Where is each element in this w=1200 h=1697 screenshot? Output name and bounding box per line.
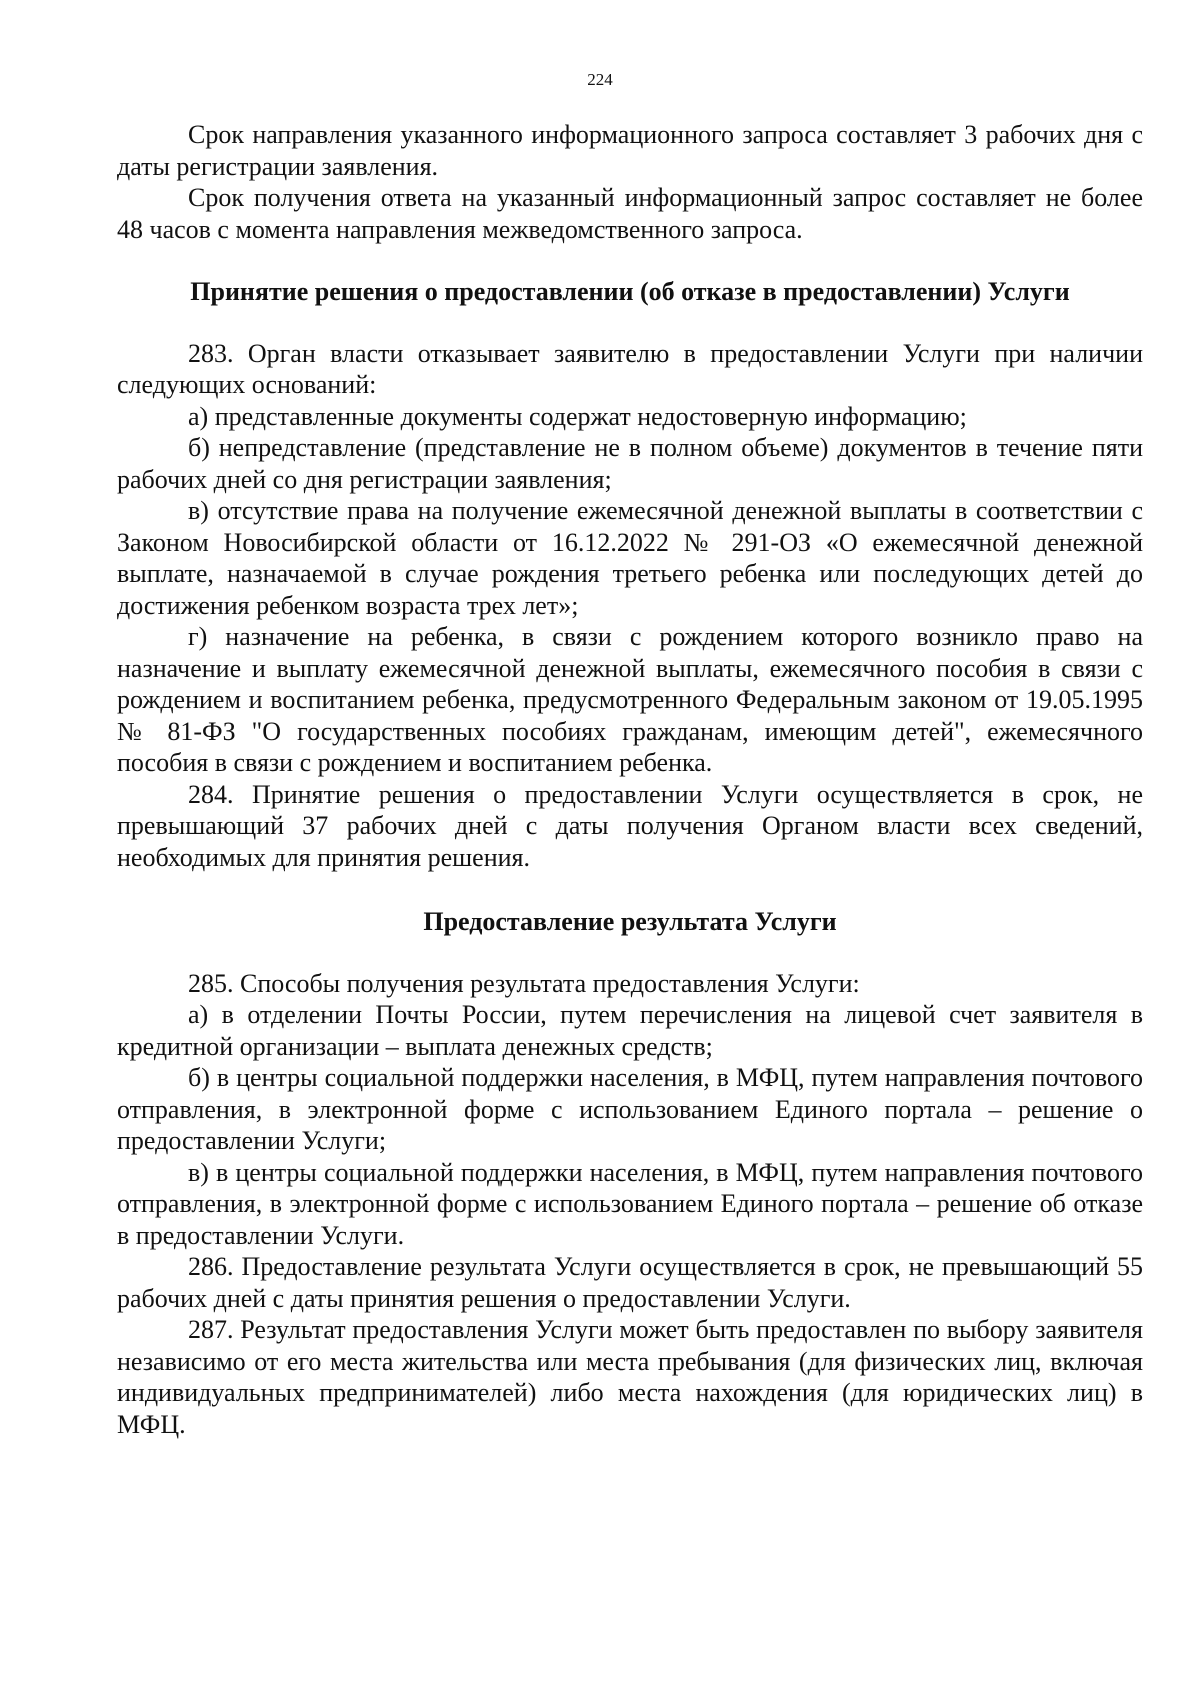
paragraph-285-v: в) в центры социальной поддержки населения, в МФЦ, путем направления почтового отправления, в электронной форме с использованием Единого портала – решение об отказе в предоставлении Услуги.	[117, 1157, 1143, 1250]
section-heading-decision: Принятие решения о предоставлении (об отказе в предоставлении) Услуги	[190, 277, 1070, 306]
paragraph-term-response: Срок получения ответа на указанный информационный запрос составляет не более 48 часов с момента направления межведомственного запроса.	[117, 183, 1143, 244]
paragraph-283-a: а) представленные документы содержат недостоверную информацию;	[188, 401, 967, 431]
document-body	[117, 119, 1143, 1440]
paragraph-287: 287. Результат предоставления Услуги может быть предоставлен по выбору заявителя независимо от его места жительства или места пребывания (для физических лиц, включая индивидуальных предпринимателей) либо места нахождения (для юридических лиц) в МФЦ.	[117, 1315, 1143, 1439]
paragraph-286: 286. Предоставление результата Услуги осуществляется в срок, не превышающий 55 рабочих дней с даты принятия решения о предоставлении Услуги.	[117, 1252, 1143, 1313]
paragraph-283-g: г) назначение на ребенка, в связи с рождением которого возникло право на назначение и выплату ежемесячной денежной выплаты, ежемесячного пособия в связи с рождением и воспитанием ребенка, предусмотренного Федеральным законом от 19.05.1995 № 81-ФЗ "О государственных пособиях гражданам, имеющим детей", ежемесячного пособия в связи с рождением и воспитанием ребенка.	[117, 622, 1143, 777]
paragraph-283: 283. Орган власти отказывает заявителю в предоставлении Услуги при наличии следующих оснований:	[117, 338, 1143, 399]
paragraph-284: 284. Принятие решения о предоставлении Услуги осуществляется в срок, не превышающий 37 рабочих дней с даты получения Органом власти всех сведений, необходимых для принятия решения.	[117, 779, 1143, 872]
paragraph-285-b: б) в центры социальной поддержки населения, в МФЦ, путем направления почтового отправления, в электронной форме с использованием Единого портала – решение о предоставлении Услуги;	[117, 1063, 1143, 1155]
paragraph-285: 285. Способы получения результата предоставления Услуги:	[188, 968, 860, 998]
paragraph-283-v: в) отсутствие права на получение ежемесячной денежной выплаты в соответствии с Законом Новосибирской области от 16.12.2022 № 291-ОЗ «О ежемесячной денежной выплате, назначаемой в случае рождения третьего ребенка или последующих детей до достижения ребенком возраста трех лет»;	[117, 496, 1143, 620]
paragraph-283-b: б) непредставление (представление не в полном объеме) документов в течение пяти рабочих дней со дня регистрации заявления;	[117, 433, 1143, 494]
paragraph-285-a: а) в отделении Почты России, путем перечисления на лицевой счет заявителя в кредитной организации – выплата денежных средств;	[117, 1000, 1143, 1061]
page-number: 224	[587, 70, 613, 89]
section-heading-result: Предоставление результата Услуги	[423, 907, 837, 936]
paragraph-term-request: Срок направления указанного информационного запроса составляет 3 рабочих дня с даты регистрации заявления.	[117, 120, 1143, 181]
